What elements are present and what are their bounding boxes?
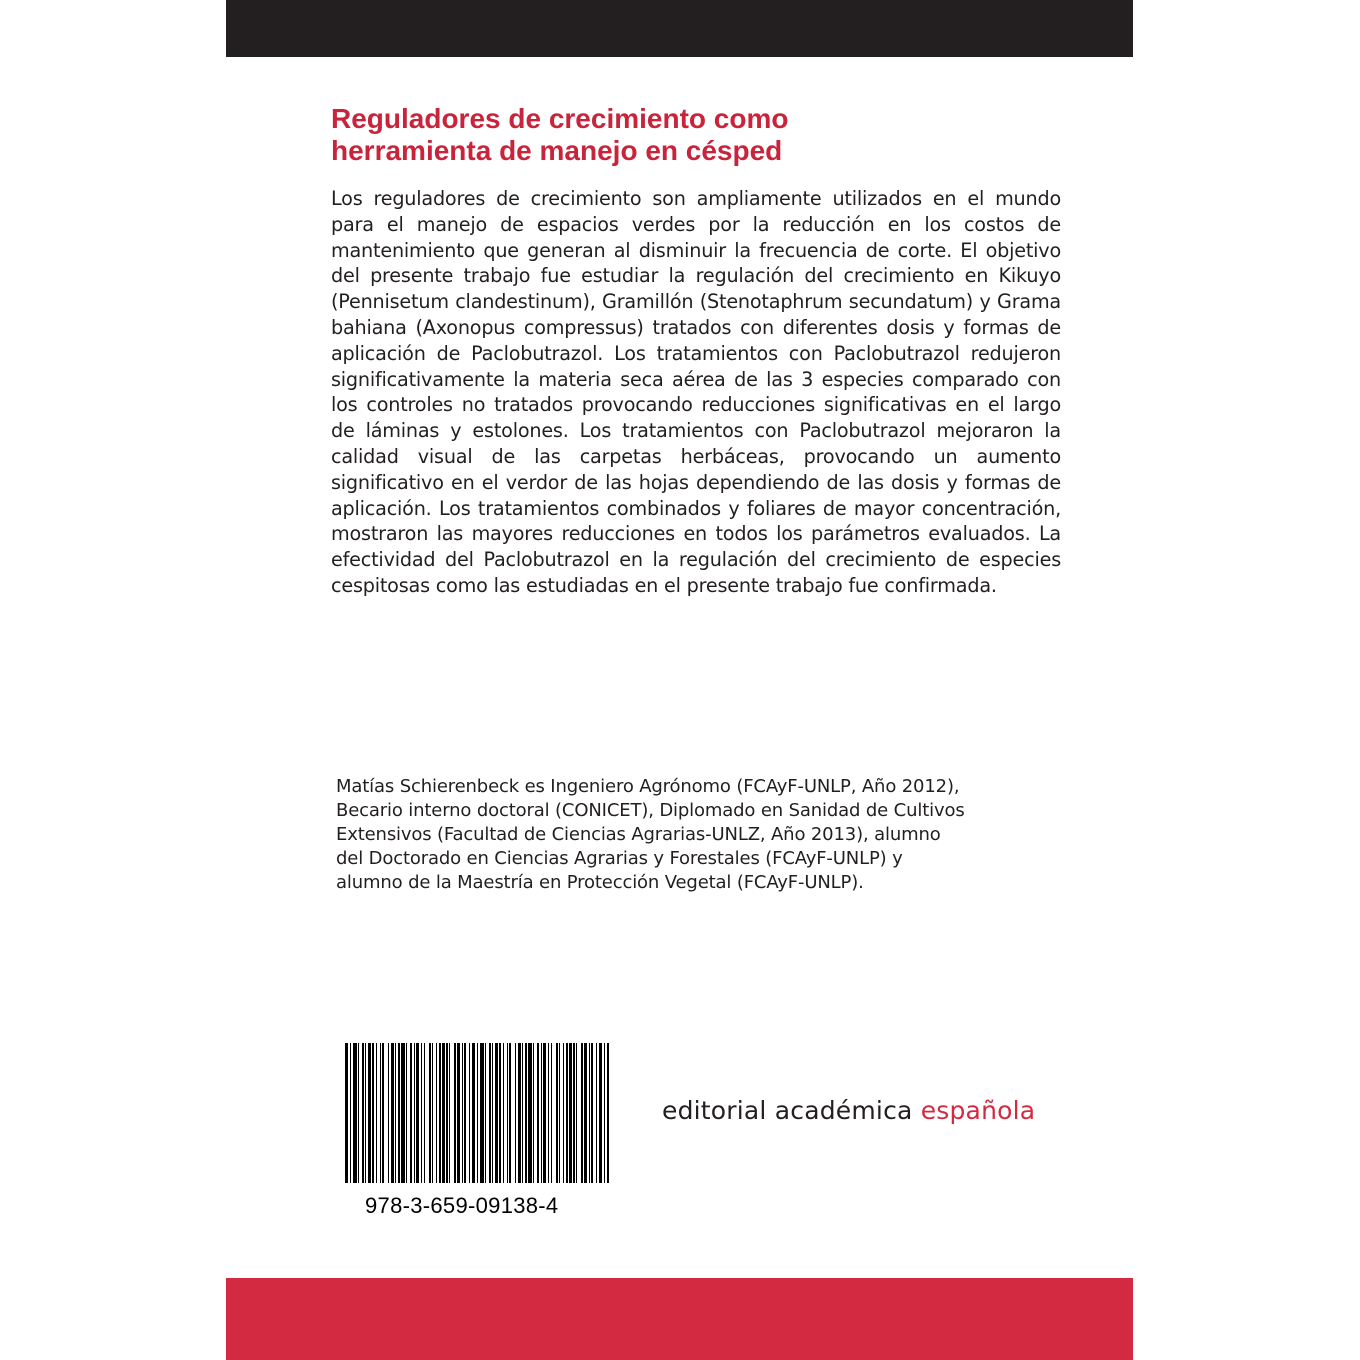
barcode-bar [576,1043,577,1183]
barcode-bar [382,1043,384,1183]
barcode-bar [566,1043,568,1183]
barcode-bar [556,1043,558,1183]
barcode-bar [581,1043,583,1183]
book-back-cover [226,0,1133,1360]
bottom-accent-band [226,1278,1133,1360]
barcode-bar [489,1043,491,1183]
barcode-bar [457,1043,460,1183]
barcode-bar [607,1043,609,1183]
barcode-bar [362,1043,364,1183]
barcode-bar [541,1043,542,1183]
barcode-bar [353,1043,357,1183]
publisher-logo [662,1094,1082,1128]
barcode-bar [499,1043,501,1183]
barcode-bar [429,1043,431,1183]
barcode-bar [537,1043,539,1183]
barcode-bar [518,1043,521,1183]
barcode-bar [522,1043,523,1183]
barcode-bar [395,1043,396,1183]
book-title: Reguladores de crecimiento como herramienta de manejo en césped [331,103,789,166]
barcode-bar [551,1043,552,1183]
barcode-bar [477,1043,478,1183]
barcode-bar [503,1043,504,1183]
barcode-bar [533,1043,534,1183]
barcode-bar [391,1043,394,1183]
barcode-bar [406,1043,407,1183]
barcode-bar [421,1043,422,1183]
barcode-bar [446,1043,448,1183]
barcode-bar [376,1043,377,1183]
barcode-bar [563,1043,564,1183]
barcode-bar [525,1043,527,1183]
barcode-bar [472,1043,475,1183]
barcode-bar [350,1043,351,1183]
top-dark-band [226,0,1133,57]
barcode-bar [599,1043,602,1183]
barcode-bar [372,1043,374,1183]
barcode-bar [507,1043,508,1183]
barcode-bar [528,1043,532,1183]
barcode-bar [591,1043,593,1183]
barcode-bar [573,1043,575,1183]
barcode-bar [469,1043,470,1183]
book-abstract: Los reguladores de crecimiento son ampliamente utilizados en el mundo para el manejo de espacios verdes por la reducción en los costos de mantenimiento que generan al disminuir la frecuencia de corte. El objetivo del presente trabajo fue estudiar la regulación del crecimiento en Kikuyo (Pennisetum clandestinum), Gramillón (Stenotaphrum secundatum) y Grama bahiana (Axonopus compressus) tratados con diferentes dosis y formas de aplicación de Paclobutrazol. Los tratamientos con Paclobutrazol redujeron significativamente la materia seca aérea de las 3 especies comparado con los controles no tratados provocando reducciones significativas en el largo de láminas y estolones. Los tratamientos con Paclobutrazol mejoraron la calidad visual de las carpetas herbáceas, provocando un aumento significativo en el verdor de las hojas dependiendo de las dosis y formas de aplicación. Los tratamientos combinados y foliares de mayor concentración, mostraron las mayores reducciones en todos los parámetros evaluados. La efectividad del Paclobutrazol en la regulación del crecimiento de especies cespitosas como las estudiadas en el presente trabajo fue confirmada. [331,187,1061,597]
barcode-bar [515,1043,516,1183]
isbn-barcode [343,1043,611,1183]
publisher-name-accent: española [920,1096,1036,1125]
barcode-bar [584,1043,587,1183]
barcode-bar [454,1043,456,1183]
barcode-bar [462,1043,463,1183]
barcode-bar [569,1043,572,1183]
barcode-bar [388,1043,389,1183]
barcode-bar [439,1043,441,1183]
barcode-bar [414,1043,415,1183]
barcode-bar [436,1043,437,1183]
barcode-bar [368,1043,371,1183]
publisher-name: editorial académica [662,1096,913,1125]
barcode-bar [365,1043,366,1183]
barcode-bar [398,1043,400,1183]
barcode-bar [464,1043,466,1183]
barcode-bar [410,1043,412,1183]
barcode-bar [345,1043,348,1183]
isbn-number: 978-3-659-09138-4 [365,1193,559,1218]
barcode-bar [432,1043,433,1183]
author-bio: Matías Schierenbeck es Ingeniero Agrónomo (FCAyF-UNLP, Año 2012), Becario interno doctoral (CONICET), Diplomado en Sanidad de Cultivos Extensivos (Facultad de Ciencias Agrarias-UNLZ, Año 2013), alumno del Doctorado en Ciencias Agrarias y Forestales (FCAyF-UNLP) y alumno de la Maestría en Protección Vegetal (FCAyF-UNLP). [336,776,965,893]
barcode-bar [358,1043,359,1183]
barcode-bar [401,1043,405,1183]
barcode-bar [449,1043,450,1183]
barcode-bar [480,1043,484,1183]
barcode-bar [604,1043,605,1183]
barcode-bar [509,1043,511,1183]
barcode-bar [543,1043,546,1183]
barcode-bar [596,1043,597,1183]
barcode-bar [492,1043,493,1183]
barcode-bar [424,1043,425,1183]
barcode-bar [548,1043,549,1183]
barcode-bar [485,1043,486,1183]
barcode-bar [495,1043,498,1183]
barcode-bar [589,1043,590,1183]
barcode-bar [380,1043,381,1183]
barcode-bar [442,1043,445,1183]
barcode-bar [416,1043,419,1183]
barcode-bar [559,1043,560,1183]
